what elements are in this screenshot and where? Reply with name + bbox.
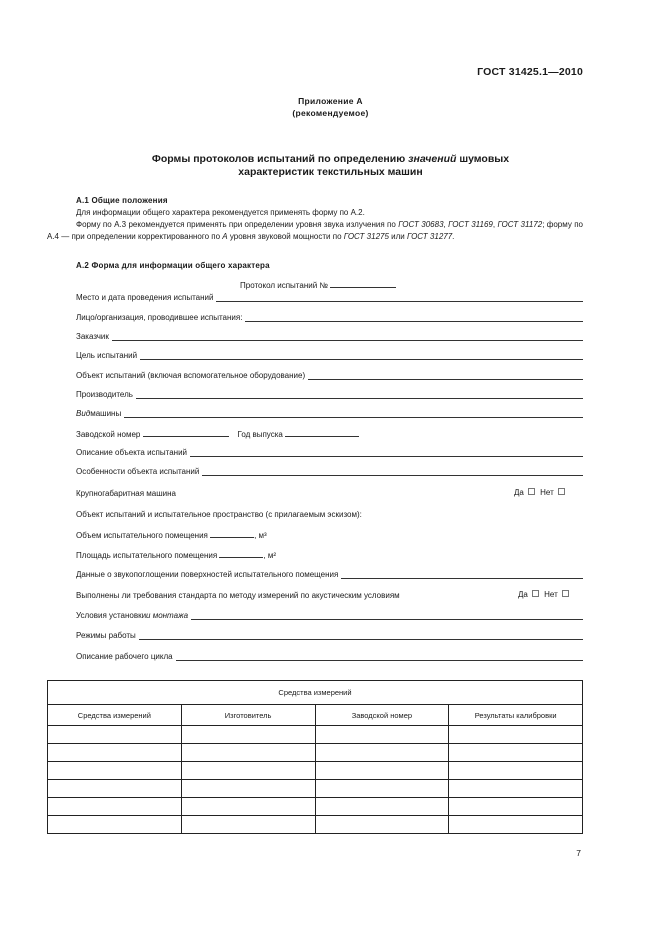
title-part1: Формы протоколов испытаний по определению: [151, 153, 409, 165]
table-cell[interactable]: [315, 744, 449, 762]
table-row: [48, 726, 583, 744]
requirements-label: Выполнены ли требования стандарта по методу измерений по акустическим условиям: [76, 591, 400, 600]
standard-number: ГОСТ 31425.1—2010: [477, 66, 583, 78]
table-cell[interactable]: [181, 798, 315, 816]
column-header: Средства измерений: [48, 705, 182, 726]
table-cell[interactable]: [449, 744, 583, 762]
object-field[interactable]: Объект испытаний (включая вспомогательное оборудование): [76, 371, 583, 380]
large-machine-options[interactable]: Да Нет: [514, 488, 568, 497]
no-checkbox[interactable]: [562, 590, 569, 597]
table-row: [48, 762, 583, 780]
goal-field[interactable]: Цель испытаний: [76, 351, 583, 360]
appendix-title: Приложение А: [298, 96, 363, 106]
table-cell[interactable]: [48, 744, 182, 762]
test-space-label: Объект испытаний и испытательное пространство (с прилагаемым эскизом):: [76, 510, 362, 519]
table-cell[interactable]: [181, 762, 315, 780]
table-row: [48, 816, 583, 834]
appendix-heading: [0, 95, 661, 119]
table-cell[interactable]: [449, 816, 583, 834]
document-title: [0, 153, 661, 179]
title-line2: характеристик текстильных машин: [238, 166, 423, 178]
section-a1-heading: А.1 Общие положения: [76, 196, 168, 205]
table-cell[interactable]: [48, 816, 182, 834]
table-cell[interactable]: [315, 816, 449, 834]
table-cell[interactable]: [449, 780, 583, 798]
person-org-field[interactable]: Лицо/организация, проводившее испытания:: [76, 313, 583, 322]
table-cell[interactable]: [48, 780, 182, 798]
table-cell[interactable]: [315, 762, 449, 780]
column-header: Результаты калибровки: [449, 705, 583, 726]
requirements-options[interactable]: Да Нет: [518, 590, 572, 599]
table-cell[interactable]: [181, 726, 315, 744]
table-cell[interactable]: [449, 798, 583, 816]
section-a1-p1: Для информации общего характера рекомендуется применять форму по А.2.: [76, 208, 365, 217]
object-features-field[interactable]: Особенности объекта испытаний: [76, 467, 583, 476]
installation-field[interactable]: Условия установки и монтажа: [76, 611, 583, 620]
table-cell[interactable]: [315, 726, 449, 744]
room-area-field[interactable]: Площадь испытательного помещения , м²: [76, 551, 277, 560]
table-cell[interactable]: [48, 798, 182, 816]
yes-checkbox[interactable]: [532, 590, 539, 597]
table-cell[interactable]: [181, 816, 315, 834]
title-part3: шумовых: [456, 153, 510, 165]
measurement-tools-table: [47, 680, 583, 834]
customer-field[interactable]: Заказчик: [76, 332, 583, 341]
table-cell[interactable]: [48, 726, 182, 744]
yes-checkbox[interactable]: [528, 488, 535, 495]
table-cell[interactable]: [48, 762, 182, 780]
table-caption: Средства измерений: [48, 681, 583, 705]
page-number: 7: [576, 848, 581, 858]
table-cell[interactable]: [181, 780, 315, 798]
machine-type-field[interactable]: Вид машины: [76, 409, 583, 418]
table-cell[interactable]: [181, 744, 315, 762]
large-machine-label: Крупногабаритная машина: [76, 489, 176, 498]
table-row: [48, 780, 583, 798]
absorption-field[interactable]: Данные о звукопоглощении поверхностей испытательного помещения: [76, 570, 583, 579]
section-a2-heading: А.2 Форма для информации общего характера: [76, 261, 270, 270]
column-header: Заводской номер: [315, 705, 449, 726]
object-description-field[interactable]: Описание объекта испытаний: [76, 448, 583, 457]
title-italic: значений: [408, 153, 457, 165]
column-header: Изготовитель: [181, 705, 315, 726]
appendix-subtitle: (рекомендуемое): [292, 108, 369, 118]
table-cell[interactable]: [315, 780, 449, 798]
table-cell[interactable]: [449, 726, 583, 744]
room-volume-field[interactable]: Объем испытательного помещения , м³: [76, 531, 267, 540]
table-row: [48, 798, 583, 816]
section-a1-p2: Форму по А.3 рекомендуется применять при определении уровня звука излучения по ГОСТ 30683, ГОСТ 31169, ГОСТ 31172; форму по А.4 — при определении корректированного по А уровня звуковой мощности по ГОСТ 31275 или ГОСТ 31277.: [47, 220, 583, 241]
protocol-number-field[interactable]: Протокол испытаний №: [240, 279, 396, 292]
table-cell[interactable]: [315, 798, 449, 816]
table-row: [48, 744, 583, 762]
place-date-field[interactable]: Место и дата проведения испытаний: [76, 293, 583, 302]
manufacturer-field[interactable]: Производитель: [76, 390, 583, 399]
work-cycle-field[interactable]: Описание рабочего цикла: [76, 652, 583, 661]
no-checkbox[interactable]: [558, 488, 565, 495]
table-cell[interactable]: [449, 762, 583, 780]
serial-year-row[interactable]: Заводской номер Год выпуска: [76, 428, 359, 441]
operating-modes-field[interactable]: Режимы работы: [76, 631, 583, 640]
